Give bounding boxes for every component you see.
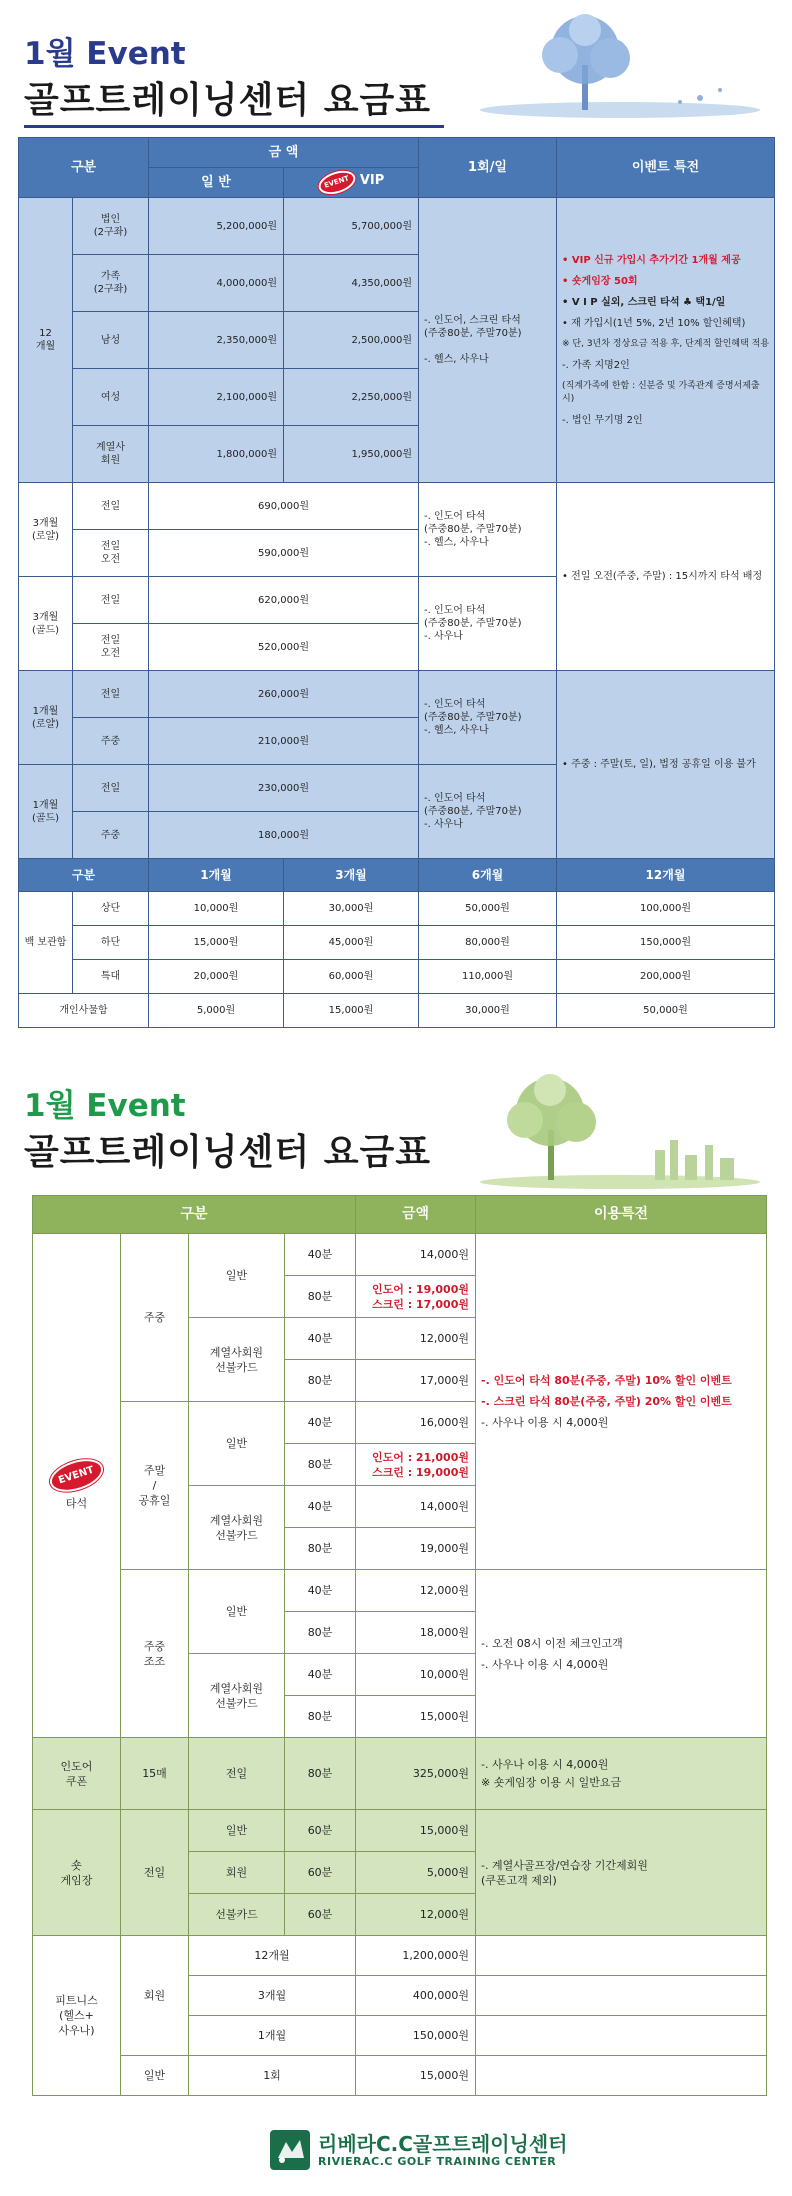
per-day-1m-royal: -. 인도어 타석 (주중80분, 주말70분) -. 헬스, 사우나 xyxy=(419,671,557,765)
green-tree-illustration xyxy=(470,1070,770,1195)
benefit-line: -. 사우나 이용 시 4,000원 xyxy=(481,1416,609,1429)
price: 18,000원 xyxy=(356,1612,476,1654)
header-benefit: 이용특전 xyxy=(476,1196,767,1234)
short-game-label: 숏 게임장 xyxy=(33,1810,121,1936)
duration-40: 40분 xyxy=(285,1318,356,1360)
locker-price: 15,000원 xyxy=(149,926,284,960)
event-badge: EVENT xyxy=(46,1453,107,1497)
price: 15,000원 xyxy=(356,1696,476,1738)
duration-80: 80분 xyxy=(285,1360,356,1402)
training-fee-table xyxy=(32,1195,767,2096)
locker-type: 하단 xyxy=(73,926,149,960)
section2-event-title: 1월 Event xyxy=(24,1088,186,1124)
general-price: 5,200,000원 xyxy=(149,198,284,255)
short-time: 60분 xyxy=(285,1810,356,1852)
benefit-early xyxy=(476,1570,767,1738)
fitness-label: 피트니스 (헬스+ 사우나) xyxy=(33,1936,121,2096)
member-card-label: 계열사회원 선불카드 xyxy=(189,1654,285,1738)
member-type: 주중 xyxy=(73,812,149,859)
price: 180,000원 xyxy=(149,812,419,859)
vip-price: 1,950,000원 xyxy=(284,426,419,483)
member-type: 전일 오전 xyxy=(73,530,149,577)
locker-header-3m: 3개월 xyxy=(284,859,419,892)
benefit-line: -. 법인 무기명 2인 xyxy=(562,414,643,426)
locker-header-12m: 12개월 xyxy=(557,859,775,892)
short-kind: 회원 xyxy=(189,1852,285,1894)
coupon-benefit xyxy=(476,1738,767,1810)
member-type: 법인 (2구좌) xyxy=(73,198,149,255)
price: 12,000원 xyxy=(356,1570,476,1612)
period-3m-gold: 3개월 (골드) xyxy=(19,577,73,671)
header-gubun: 구분 xyxy=(33,1196,356,1234)
general-price: 2,350,000원 xyxy=(149,312,284,369)
fitness-price: 400,000원 xyxy=(356,1976,476,2016)
benefit-line: • V I P 실외, 스크린 타석 ♣ 택1/일 xyxy=(562,296,726,308)
duration-80: 80분 xyxy=(285,1276,356,1318)
price: 590,000원 xyxy=(149,530,419,577)
benefit-line: -. 가족 지명2인 xyxy=(562,359,630,371)
price: 16,000원 xyxy=(356,1402,476,1444)
locker-header-1m: 1개월 xyxy=(149,859,284,892)
period-3m-royal: 3개월 (로얄) xyxy=(19,483,73,577)
riviera-logo-icon xyxy=(270,2130,310,2170)
period-1m-gold: 1개월 (골드) xyxy=(19,765,73,859)
duration-80: 80분 xyxy=(285,1612,356,1654)
price: 10,000원 xyxy=(356,1654,476,1696)
section2-page-title: 골프트레이닝센터 요금표 xyxy=(24,1132,432,1173)
empty-cell xyxy=(476,2056,767,2096)
locker-price: 15,000원 xyxy=(284,994,419,1028)
price: 14,000원 xyxy=(356,1486,476,1528)
price: 210,000원 xyxy=(149,718,419,765)
locker-price: 30,000원 xyxy=(284,892,419,926)
member-type: 전일 xyxy=(73,577,149,624)
benefit-3m: • 전일 오전(주중, 주말) : 15시까지 타석 배정 xyxy=(557,483,775,671)
section1-header xyxy=(0,0,792,135)
coupon-label: 인도어 쿠폰 xyxy=(33,1738,121,1810)
coupon-type: 전일 xyxy=(189,1738,285,1810)
short-time: 60분 xyxy=(285,1894,356,1936)
general-label: 일반 xyxy=(189,1234,285,1318)
duration-80: 80분 xyxy=(285,1528,356,1570)
fitness-once-price: 15,000원 xyxy=(356,2056,476,2096)
vip-price: 4,350,000원 xyxy=(284,255,419,312)
fitness-period: 1개월 xyxy=(189,2016,356,2056)
price: 260,000원 xyxy=(149,671,419,718)
member-type: 주중 xyxy=(73,718,149,765)
member-type: 전일 xyxy=(73,483,149,530)
footer-english-name: RIVIERAC.C GOLF TRAINING CENTER xyxy=(318,2155,557,2168)
general-label: 일반 xyxy=(189,1570,285,1654)
section1-page-title: 골프트레이닝센터 요금표 xyxy=(24,80,432,121)
benefit-line: ※ 숏게임장 이용 시 일반요금 xyxy=(481,1776,622,1789)
short-game-type: 전일 xyxy=(121,1810,189,1936)
locker-price: 60,000원 xyxy=(284,960,419,994)
per-day-3m-royal: -. 인도어 타석 (주중80분, 주말70분) -. 헬스, 사우나 xyxy=(419,483,557,577)
short-price: 15,000원 xyxy=(356,1810,476,1852)
header-amount: 금액 xyxy=(356,1196,476,1234)
vip-price: 2,250,000원 xyxy=(284,369,419,426)
tasuk-cell xyxy=(33,1234,121,1738)
locker-price: 10,000원 xyxy=(149,892,284,926)
vip-price: 5,700,000원 xyxy=(284,198,419,255)
coupon-qty: 15매 xyxy=(121,1738,189,1810)
locker-price: 200,000원 xyxy=(557,960,775,994)
member-type: 전일 오전 xyxy=(73,624,149,671)
duration-40: 40분 xyxy=(285,1402,356,1444)
header-vip-cell xyxy=(284,168,419,198)
short-kind: 선불카드 xyxy=(189,1894,285,1936)
benefit-line: -. 사우나 이용 시 4,000원 xyxy=(481,1758,609,1771)
member-type: 여성 xyxy=(73,369,149,426)
member-type: 남성 xyxy=(73,312,149,369)
weekend-label: 주말 / 공휴일 xyxy=(121,1402,189,1570)
locker-price: 30,000원 xyxy=(419,994,557,1028)
short-price: 5,000원 xyxy=(356,1852,476,1894)
screen-price: 스크린 : 17,000원 xyxy=(371,1297,469,1311)
price: 690,000원 xyxy=(149,483,419,530)
duration-40: 40분 xyxy=(285,1570,356,1612)
indoor-price: 인도어 : 19,000원 xyxy=(371,1282,469,1296)
locker-price: 110,000원 xyxy=(419,960,557,994)
member-card-label: 계열사회원 선불카드 xyxy=(189,1318,285,1402)
benefit-line: -. 스크린 타석 80분(주중, 주말) 20% 할인 이벤트 xyxy=(481,1395,732,1408)
short-kind: 일반 xyxy=(189,1810,285,1852)
fitness-period: 12개월 xyxy=(189,1936,356,1976)
member-type: 계열사 회원 xyxy=(73,426,149,483)
member-type: 전일 xyxy=(73,671,149,718)
short-time: 60분 xyxy=(285,1852,356,1894)
price: 12,000원 xyxy=(356,1318,476,1360)
general-label: 일반 xyxy=(189,1402,285,1486)
bag-locker-label: 백 보관함 xyxy=(19,892,73,994)
locker-header-gubun: 구분 xyxy=(19,859,149,892)
section1-title-underline xyxy=(24,125,444,128)
event-badge: EVENT xyxy=(315,168,357,198)
benefit-line: ※ 단, 3년차 정상요금 적용 후, 단계적 할인혜택 적용 xyxy=(562,338,770,349)
price: 17,000원 xyxy=(356,1360,476,1402)
locker-price: 150,000원 xyxy=(557,926,775,960)
weekday-label: 주중 xyxy=(121,1234,189,1402)
vip-price: 2,500,000원 xyxy=(284,312,419,369)
per-day-1m-gold: -. 인도어 타석 (주중80분, 주말70분) -. 사우나 xyxy=(419,765,557,859)
empty-cell xyxy=(476,2016,767,2056)
price: 19,000원 xyxy=(356,1528,476,1570)
fitness-general: 일반 xyxy=(121,2056,189,2096)
duration-40: 40분 xyxy=(285,1486,356,1528)
benefit-1m: • 주중 : 주말(토, 일), 법정 공휴일 이용 불가 xyxy=(557,671,775,859)
locker-price: 100,000원 xyxy=(557,892,775,926)
price: 620,000원 xyxy=(149,577,419,624)
price: 520,000원 xyxy=(149,624,419,671)
header-event-benefit: 이벤트 특전 xyxy=(557,138,775,198)
locker-price: 45,000원 xyxy=(284,926,419,960)
duration-40: 40분 xyxy=(285,1234,356,1276)
short-price: 12,000원 xyxy=(356,1894,476,1936)
personal-locker-label: 개인사물함 xyxy=(19,994,149,1028)
locker-price: 50,000원 xyxy=(419,892,557,926)
locker-price: 80,000원 xyxy=(419,926,557,960)
duration-40: 40분 xyxy=(285,1654,356,1696)
short-game-benefit: -. 계열사골프장/연습장 기간제회원 (쿠폰고객 제외) xyxy=(476,1810,767,1936)
fitness-once: 1회 xyxy=(189,2056,356,2096)
blue-tree-illustration xyxy=(470,10,770,125)
price-split xyxy=(356,1444,476,1486)
benefit-line: • VIP 신규 가입시 추가기간 1개월 제공 xyxy=(562,254,741,266)
price: 230,000원 xyxy=(149,765,419,812)
empty-cell xyxy=(476,1976,767,2016)
section2-header xyxy=(0,1070,792,1190)
benefit-line: (직계가족에 한함 : 신분증 및 가족관계 증명서제출시) xyxy=(562,380,760,404)
locker-type: 상단 xyxy=(73,892,149,926)
header-per-day: 1회/일 xyxy=(419,138,557,198)
header-vip: VIP xyxy=(359,173,385,188)
early-label: 주중 조조 xyxy=(121,1570,189,1738)
empty-cell xyxy=(476,1936,767,1976)
price: 14,000원 xyxy=(356,1234,476,1276)
header-amount: 금 액 xyxy=(149,138,419,168)
period-1m-royal: 1개월 (로얄) xyxy=(19,671,73,765)
price-split xyxy=(356,1276,476,1318)
benefit-tasuk xyxy=(476,1234,767,1570)
benefit-line: -. 오전 08시 이전 체크인고객 xyxy=(481,1636,623,1650)
per-day-12m: -. 인도어, 스크린 타석 (주중80분, 주말70분) -. 헬스, 사우나 xyxy=(419,198,557,483)
benefit-line: • 재 가입시(1년 5%, 2년 10% 할인혜택) xyxy=(562,317,746,329)
member-type: 전일 xyxy=(73,765,149,812)
fitness-period: 3개월 xyxy=(189,1976,356,2016)
coupon-price: 325,000원 xyxy=(356,1738,476,1810)
general-price: 4,000,000원 xyxy=(149,255,284,312)
fitness-price: 150,000원 xyxy=(356,2016,476,2056)
locker-price: 5,000원 xyxy=(149,994,284,1028)
locker-header-6m: 6개월 xyxy=(419,859,557,892)
event-benefits-12m xyxy=(557,198,775,483)
benefit-line: -. 인도어 타석 80분(주중, 주말) 10% 할인 이벤트 xyxy=(481,1374,732,1387)
locker-price: 20,000원 xyxy=(149,960,284,994)
tasuk-label: 타석 xyxy=(65,1496,88,1510)
duration-80: 80분 xyxy=(285,1444,356,1486)
duration-80: 80분 xyxy=(285,1696,356,1738)
header-general: 일 반 xyxy=(149,168,284,198)
period-12-months: 12 개월 xyxy=(19,198,73,483)
screen-price: 스크린 : 19,000원 xyxy=(371,1465,469,1479)
header-gubun: 구분 xyxy=(19,138,149,198)
locker-price: 50,000원 xyxy=(557,994,775,1028)
indoor-price: 인도어 : 21,000원 xyxy=(371,1450,469,1464)
coupon-time: 80분 xyxy=(285,1738,356,1810)
per-day-3m-gold: -. 인도어 타석 (주중80분, 주말70분) -. 사우나 xyxy=(419,577,557,671)
general-price: 1,800,000원 xyxy=(149,426,284,483)
fitness-member: 회원 xyxy=(121,1936,189,2056)
fitness-price: 1,200,000원 xyxy=(356,1936,476,1976)
benefit-line: • 숏게임장 50회 xyxy=(562,275,638,287)
membership-fee-table xyxy=(18,137,775,1028)
benefit-line: -. 사우나 이용 시 4,000원 xyxy=(481,1657,609,1671)
member-card-label: 계열사회원 선불카드 xyxy=(189,1486,285,1570)
general-price: 2,100,000원 xyxy=(149,369,284,426)
member-type: 가족 (2구좌) xyxy=(73,255,149,312)
section1-event-title: 1월 Event xyxy=(24,36,186,72)
footer-logo xyxy=(270,2128,610,2176)
locker-type: 특대 xyxy=(73,960,149,994)
footer-korean-name: 리베라C.C골프트레이닝센터 xyxy=(318,2132,568,2156)
